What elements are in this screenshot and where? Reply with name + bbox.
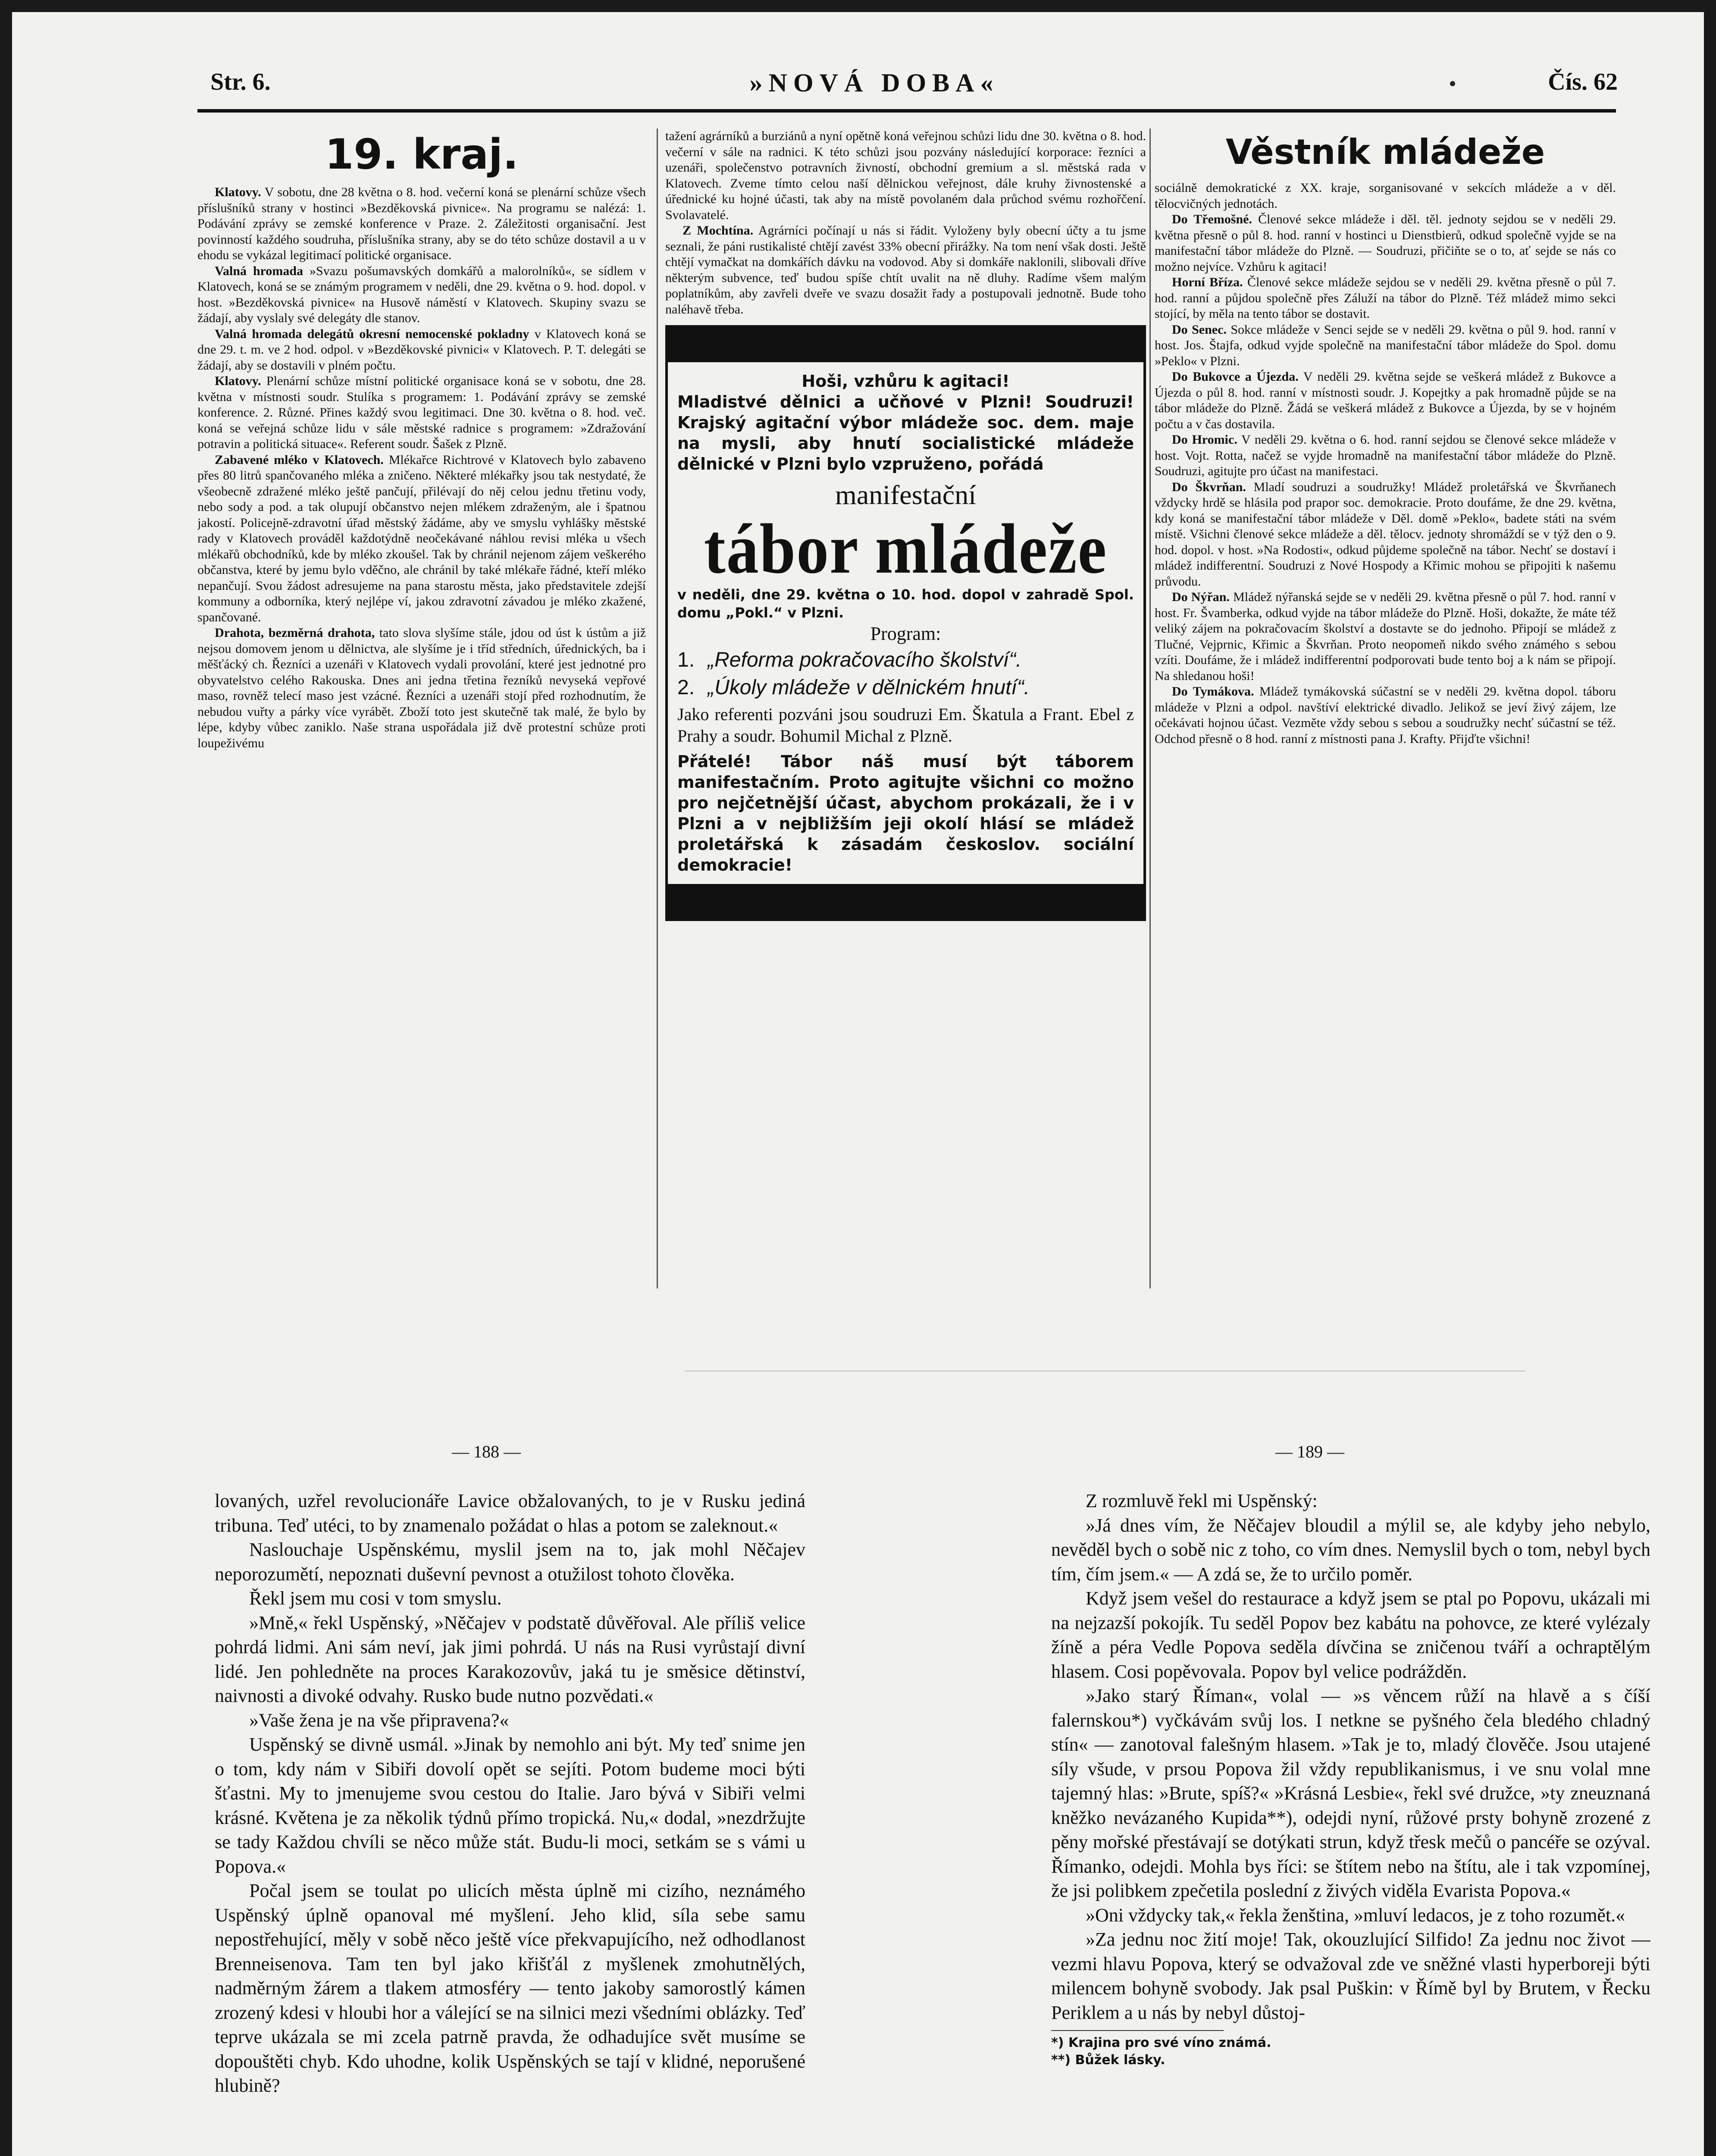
news-item (197, 625, 646, 751)
news-item (1155, 589, 1616, 684)
news-item-heading: Valná hromada (215, 263, 303, 278)
news-item-heading: Horní Bříza. (1172, 275, 1243, 289)
footnote-rule (1051, 2030, 1224, 2031)
box-top-band (668, 328, 1143, 362)
program-title: Program: (870, 623, 941, 644)
book-page-right (1051, 1489, 1650, 2156)
book-paragraph: Z rozmluvě řekl mi Uspěnský: (1086, 1490, 1318, 1511)
program-item-number: 1. (677, 649, 695, 671)
news-item-text: Členové sekce mládeže i děl. těl. jednoty sejdou se v neděli 29. května přesně o půl 8. hod. ranní v hostinci u Dienstbierů, odkud společně vyjde se na manifestační tábor mládeže do Plzně. — Soudruzi, přičiňte se o to, ať sejde se nás co možno nejvíce. Vzhůru k agitaci! (1155, 212, 1616, 274)
rally-closing-call: Přátelé! Tábor náš musí být táborem manifestačním. Proto agitujte všichni co možno pro nejčetnější účast, abychom prokázali, že i v Plzni a v nejbližším jeji okolí hlásí se mládež proletářská k zásadám českoslov. sociální demokracie! (677, 752, 1134, 874)
program-item-text: „Úkoly mládeže v dělnickém hnutí“. (708, 676, 1030, 699)
news-item (197, 185, 646, 263)
news-item (197, 452, 646, 626)
ink-dot (1450, 81, 1455, 86)
column-kraj-body (197, 185, 646, 751)
box-content (668, 362, 1143, 884)
news-item (1155, 275, 1616, 322)
program-item (677, 646, 1134, 674)
rally-type: manifestační (835, 479, 976, 510)
book-paragraph: »Já dnes vím, že Něčajev bloudil a mýlil se, ale kdyby jeho nebylo, nevěděl bych o sobě nic z toho, co vím dnes. Nemyslil bych o tom, nebyl bych tím, čím jsem.« — A zdá se, že to určilo poměr. (1051, 1514, 1650, 1585)
section-subtitle-vestnik: sociálně demokratické z XX. kraje, sorganisované v sekcích mládeže a v děl. tělocvičných jednotách. (1155, 181, 1616, 211)
newspaper-masthead: »NOVÁ DOBA« (749, 69, 999, 97)
column-kraj (197, 128, 646, 1284)
news-item (1155, 212, 1616, 275)
news-item-text: Plenární schůze místní politické organisace koná se v sobotu, dne 28. května v místnosti soudr. Stulíka s programem: 1. Podávání zprávy se zemské konference. 2. Různé. Přines každý svou legitimaci. Dne 30. května o 8. hod. več. koná se veřejná schůze lidu v sále městské radnice s programem: »Zdražování potravin a politická situace«. Referent soudr. Šašek z Plzně. (197, 374, 646, 451)
news-item-heading: Klatovy. (215, 185, 261, 199)
program-item (677, 674, 1134, 701)
news-item-text: V neděli 29. května o 6. hod. ranní sejdou se členové sekce mládeže v host. Vojt. Rotta, načež se vyjde hromadně na manifestační tábor mládeže do Plzně. Soudruzi, agitujte pro účast na manifestaci. (1155, 432, 1616, 478)
book-paragraph: Naslouchaje Uspěnskému, myslil jsem na to, jak mohl Něčajev neporozumětí, nepoznati duševní pevnost a otužilost tohoto člověka. (215, 1539, 805, 1585)
news-item-text: Mládež tymákovská súčastní se v neděli 29. května dopol. táboru mládeže v Plzni a odpol. navštíví elektrické divadlo. Jelikož se jeví živý zájem, lze očekávati hojnou účast. Vezměte vždy sebou s sebou a soudružky nechť súčastní se též. Odchod přesně o 8 hod. ranní z místnosti pana J. Krafty. Přijďte všichni! (1155, 684, 1616, 746)
header-rule (197, 109, 1616, 113)
rally-referents: Jako referenti pozváni jsou soudruzi Em. Škatula a Frant. Ebel z Prahy a soudr. Bohumil Michal z Plzně. (677, 705, 1134, 746)
rally-call-text: Mladistvé dělnici a učňové v Plzni! Soudruzi! Krajský agitační výbor mládeže soc. dem. maje na mysli, aby hnutí socialistické mládeže dělnické v Plzni bylo vzpruženo, pořádá (677, 392, 1134, 473)
rally-announcement-box (665, 325, 1146, 921)
news-item-text: v Klatovech koná se dne 29. t. m. ve 2 hod. odpol. v »Bezděkovské pivnici« v Klatovech. P. T. delegáti se žádají, aby se dostavili v plném počtu. (197, 326, 646, 373)
section-title-kraj: 19. kraj. (325, 130, 519, 179)
news-item-heading: Do Škvrňan. (1172, 479, 1246, 494)
news-item-heading: Drahota, bezměrná drahota, (215, 626, 375, 640)
book-paragraph: »Mně,« řekl Uspěnský, »Něčajev v podstatě důvěřoval. Ale příliš velice pohrdá lidmi. Ani sám neví, jak jimi pohrdá. U nás na Rusi vyrůstají divní lidé. Jen pohledněte na proces Karakozovův, jaká tu je směsice dětinství, naivnosti a divoké odvahy. Rusko bude nutno pozvědati.« (215, 1612, 805, 1706)
program-item-number: 2. (677, 676, 695, 699)
article-mochtin (665, 223, 1146, 317)
news-item-heading: Zabavené mléko v Klatovech. (215, 452, 384, 467)
article-mochtin-heading: Z Mochtína. (683, 223, 754, 238)
page-number-left: — 188 — (452, 1442, 521, 1461)
news-item-heading: Do Nýřan. (1172, 590, 1230, 604)
rally-call-heading: Hoši, vzhůru k agitaci! (802, 372, 1010, 391)
column-vestnik (1155, 128, 1616, 1288)
news-item-text: Členové sekce mládeže sejdou se v neděli 29. května přesně o půl 7. hod. ranní a půjdou společně přes Záluží na tábor do Plzně. Též mládež mimo sekci stojící, by měla na tento tábor se dostavit. (1155, 275, 1616, 321)
book-paragraph: Když jsem vešel do restaurace a když jsem se ptal po Popovu, ukázali mi na nejzazší pokojík. Tu seděl Popov bez kabátu na pohovce, ze které vylézaly žíně a péra Vedle Popova seděla dívčina se zničenou tváří a ochraptělým hlasem. Cosi popěvovala. Popov byl velice podrážděn. (1051, 1588, 1650, 1682)
footnote: *) Krajina pro své víno známá. (1051, 2035, 1271, 2050)
news-item (197, 373, 646, 452)
news-item-text: tato slova slyšíme stále, jdou od úst k ústům a již nejsou domovem jenom u dělnictva, ale slyšíme je i tříd středních, úřednických, ba i měšťácký ch. Řezníci a uzenáři v Klatovech vydali provolání, které jest jednotné pro obyvatelstvo celého Rakouska. Dnes ani jedna třetina řezníků nevyseká vepřové maso, rovněž telecí maso jest vzácné. Řezníci a uzenáři stojí před rozhodnutím, že nebudou vuřty a párky více vyrábět. Zboží toto jest skutečně tak malé, že bylo by lépe, kdyby vůbec zaniklo. Naše strana uspořádala již dvě protestní schůze proti loupeživému (197, 626, 646, 750)
book-paragraph: Počal jsem se toulat po ulicích města úplně mi cizího, neznámého Uspěnský úplně opanoval mé myšlení. Jeho klid, síla sebe samu nepostřehující, měly v sobě něco ještě více překvapujícího, než odhodlanost Brenneisenova. Tam ten byl jako křišťál z myšlenek zmohutnělých, nadměrným žárem a tlakem atmosféry — tento jakoby samorostlý kámen zrozený kdesi v hloubi hor a válející se na silnici mezi všedními oblázky. Teď teprve ukázala se mi zcela patrně pravda, že odhadujíce svět musíme se dopouštěti chyb. Kdo uhodne, kolik Uspěnských se tají v klidné, neporušené hlubině? (215, 1880, 805, 2096)
news-item (197, 263, 646, 326)
news-item-heading: Do Senec. (1172, 322, 1227, 337)
news-item (1155, 322, 1616, 370)
bleed-through-line (685, 1370, 1525, 1372)
rally-date: v neděli, dne 29. května o 10. hod. dopol v zahradě Spol. domu „Pokl.“ v Plzni. (677, 586, 1134, 621)
news-item-heading: Klatovy. (215, 374, 261, 388)
program-item-text: „Reforma pokračovacího školství“. (708, 649, 1022, 671)
newspaper-page (12, 12, 1704, 2156)
book-paragraph: »Vaše žena je na vše připravena?« (249, 1709, 509, 1731)
news-item-text: Sokce mládeže v Senci sejde se v neděli 29. května o půl 9. hod. ranní v host. Jos. Štajfa, odkud vyjde společně na manifestační tábor mládeže do Spol. domu »Peklo« v Plzni. (1155, 322, 1616, 368)
news-item (1155, 432, 1616, 479)
column-center (665, 128, 1146, 1288)
news-item (1155, 369, 1616, 432)
news-item-text: Mládež nýřanská sejde se v neděli 29. května přesně o půl 7. hod. ranní v host. Fr. Švamberka, odkud vyjde na tábor mládeže do Plzně. Hoši, dokažte, že máte též veliký zájem na pokračovacím školství a dostavte se do jednoho. Připojí se mládež z Tlučné, Vejprnic, Křimic a Škvrňan. Proto neopomeň nikdo svého známého s sebou vzíti. Doufáme, že i mládež indifferentní podporovati bude tento boj a k nám se připojí. Na shledanou hoši! (1155, 590, 1616, 683)
news-item-heading: Do Hromic. (1172, 432, 1237, 447)
column-divider (1149, 128, 1151, 1288)
article-continuation: tažení agrárníků a burziánů a nyní opětně koná veřejnou schůzi lidu dne 30. května o 8. hod. večerní v sále na radnici. K této schůzi jsou pozvány následující korporace: řezníci a uzenáři, společenstvo potravních živností, obchodní gremium a sl. městská rada v Klatovech. Zveme tímto celou naší dělnickou veřejnost, dále kruhy živnostenské a úřednické ku hojné účasti, tak aby na místě povolaném dala průchod svému rozhořčení. Svolavatelé. (665, 129, 1146, 222)
news-item (197, 326, 646, 374)
book-paragraph: »Jako starý Říman«, volal — »s věncem růží na hlavě a s číší falernskou*) vyčkávám svůj los. I netkne se pyšného čela bledého chladný stín« — zanotoval falešným hlasem. »Tak je to, mladý člověče. Jsou utajené síly všude, v prsou Popova žil vždy republikanismus, i ve snu volal mne tajemný hlas: »Brute, spíš?« »Krásná Lesbie«, řekl své družce, »ty zneuznaná kněžko nevázaného Kupida**), odejdi nyní, růžové prsty bohyně zrozené z pěny mořské přestávají se dotýkati strun, když třesk mečů o pancéře se ozýval. Římanko, odejdi. Mohla bys říci: se štítem nebo na štítu, ale i tak vzpomínej, že jsi polibkem zpečetila poslední z živých viděla Evarista Popova.« (1051, 1685, 1650, 1901)
book-paragraph: »Oni vždycky tak,« řekla ženština, »mluví ledacos, je z toho rozumět.« (1086, 1904, 1625, 1926)
news-item-text: V sobotu, dne 28 května o 8. hod. večerní koná se plenární schůze všech příslušníků strany v hostinci »Bezděkovská pivnice«. Na programu se nalézá: 1. Podávání zprávy se zemské konference v Praze. 2. Záležitosti organisační. Jest povinností každého soudruha, příslušníka strany, aby se do této schůze dostavil a u v ehodu se vykázal legitimací politické organisace. (197, 185, 646, 262)
book-page-right-body (1051, 1489, 1650, 2025)
news-item (1155, 684, 1616, 747)
issue-number: Čís. 62 (1548, 69, 1618, 95)
rally-title: tábor mládeže (704, 509, 1108, 589)
news-item-heading: Do Třemošné. (1172, 212, 1252, 226)
page-number-right: — 189 — (1275, 1442, 1344, 1461)
column-divider (657, 128, 658, 1288)
book-page-left (215, 1489, 805, 2156)
news-item-text: »Svazu pošumavských domkářů a malorolníků«, se sídlem v Klatovech, koná se se známým programem v neděli, dne 29. května o 9. hod. dopol. v host. »Bezděkovská pivnice« na Husově náměstí v Klatovech. Skupiny svazu se žádají, aby vyslaly své delegáty dle stanov. (197, 263, 646, 325)
box-bottom-band (668, 884, 1143, 918)
news-item-text: V neděli 29. května sejde se veškerá mládež z Bukovce a Újezda o půl 8. hod. ranní v místnosti soudr. J. Kopejtky a pak hromadně půjde se na tábor mládeže do Plzně. Žádá se veškerá mládež z Bukovce a Újezda, by se v hojném počtu a v čas dostavila. (1155, 370, 1616, 431)
footnote: **) Bůžek lásky. (1051, 2053, 1165, 2068)
news-item-heading: Do Tymákova. (1172, 684, 1254, 699)
column-vestnik-body (1155, 212, 1616, 747)
book-paragraph: lovaných, uzřel revolucionáře Lavice obžalovaných, to je v Rusku jediná tribuna. Teď utéci, to by znamenalo požádat o hlas a potom se zaleknout.« (215, 1490, 805, 1536)
page-label: Str. 6. (210, 69, 271, 95)
news-item-text: Mlékařce Richtrové v Klatovech bylo zabaveno přes 80 litrů spančovaného mléka a zničeno. Některé mlékařky jsou tak nestydaté, že všeobecně zdražené mléko ještě pančují, přilévají do něj celou jednu třetinu vody, nebo sody a pod. a tak olupují občanstvo nejen mlékem zdraženým, ale i špatnou jakostí. Policejně-zdravotní úřad městský žádáme, aby ve smyslu vyhlášky městské rady v Klatovech prováděl každotýdně neočekávané náhlou revisi mléka u všech mlékařů obchodníků, kde by mléko zkoušel. Tak by chránil nejenom zájem veškerého občanstva, které by jemu bylo vděčno, ale chránil by také mlékaře řádné, kteří mléko nepančují. Svou žádost adresujeme na pana starostu města, jako představitele zdejší kommuny a odborníka, který nejlépe ví, jakou zdravotní závadou je mléko zkažené, spančované. (197, 452, 646, 624)
book-paragraph: »Za jednu noc žití moje! Tak, okouzlující Silfido! Za jednu noc život — vezmi hlavu Popova, který se odvažoval zde ve sněžné vlasti hyperboreji býti milencem bohyně svobody. Jak psal Puškin: v Římě byl by Brutem, v Řecku Periklem a u nás by nebyl důstoj- (1051, 1929, 1650, 2023)
news-item-heading: Do Bukovce a Újezda. (1172, 370, 1299, 384)
news-item (1155, 479, 1616, 590)
section-title-vestnik: Věstník mládeže (1225, 132, 1545, 172)
article-mochtin-text: Agrárníci počínají u nás si řádit. Vyloženy byly obecní účty a tu jsme seznali, že páni rustikalisté chtějí zavést 33% obecní přirážky. Na tom není však dosti. Ještě chtějí vymačkat na domkářích dávku na vodovod. Aby si domkáře naklonili, slibovali dříve některým subvence, teď budou spíše chtít uvalit na ně dluhy. Radíme všem malým poplatníkům, aby zavřeli dveře ve svazu dosažit řady a postupovali jednotně. Bude toho naléhavě třeba. (665, 223, 1146, 317)
book-paragraph: Uspěnský se divně usmál. »Jinak by nemohlo ani být. My teď snime jen o tom, kdy nám v Sibiři dovolí opět se sejíti. Potom budeme moci býti šťastni. My to jmenujeme svou cestou do Italie. Jaro bývá v Sibiři velmi krásné. Květena je za několik týdnů přímo tropická. Nu,« dodal, »nezdržujte se tady Každou chvíli se něco může stát. Budu-li moci, setkám se s vámi u Popova.« (215, 1734, 805, 1877)
news-item-text: Mladí soudruzi a soudružky! Mládež proletářská ve Škvrňanech vždycky hrdě se hlásila pod prapor soc. demokracie. Proto doufáme, že dne 29. května, kdy koná se manifestační tábor mládeže v Děl. domě »Peklo«, badete státi na svém místě. Všichni členové sekce mládeže a děl. tělocv. jednoty shromáždí se v týž den o 9. hod. dopol. v host. »Na Rodosti«, odkud půjdeme společně na tábor. Nechť se dostaví i mládež indifferentní. Soudruzi z Nové Hospody a Křimic mohou se připojiti k našemu průvodu. (1155, 479, 1616, 589)
book-paragraph: Řekl jsem mu cosi v tom smyslu. (249, 1588, 502, 1609)
news-item-heading: Valná hromada delegátů okresní nemocenské pokladny (215, 326, 529, 341)
